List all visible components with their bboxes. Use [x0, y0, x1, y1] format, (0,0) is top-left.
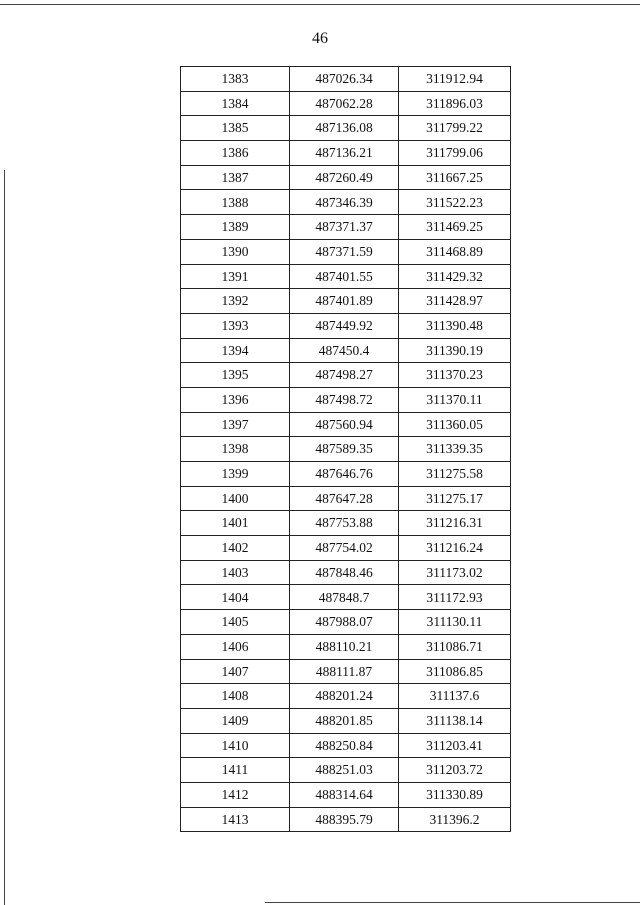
table-row [181, 387, 511, 412]
table-row [181, 215, 511, 240]
point-number-cell: 1411 [181, 758, 290, 783]
y-coordinate-cell: 311172.93 [399, 585, 511, 610]
table-row [181, 165, 511, 190]
x-coordinate-cell: 487401.55 [290, 264, 399, 289]
x-coordinate-cell: 488201.24 [290, 684, 399, 709]
table-row [181, 91, 511, 116]
x-coordinate-cell: 487136.08 [290, 116, 399, 141]
table-row [181, 437, 511, 462]
y-coordinate-cell: 311429.32 [399, 264, 511, 289]
point-number-cell: 1412 [181, 782, 290, 807]
x-coordinate-cell: 487026.34 [290, 67, 399, 92]
x-coordinate-cell: 487848.46 [290, 560, 399, 585]
point-number-cell: 1404 [181, 585, 290, 610]
x-coordinate-cell: 487346.39 [290, 190, 399, 215]
y-coordinate-cell: 311137.6 [399, 684, 511, 709]
table-row [181, 462, 511, 487]
y-coordinate-cell: 311086.71 [399, 634, 511, 659]
point-number-cell: 1396 [181, 387, 290, 412]
table-row [181, 634, 511, 659]
y-coordinate-cell: 311396.2 [399, 807, 511, 832]
x-coordinate-cell: 487589.35 [290, 437, 399, 462]
table-row [181, 585, 511, 610]
x-coordinate-cell: 488111.87 [290, 659, 399, 684]
x-coordinate-cell: 487754.02 [290, 536, 399, 561]
point-number-cell: 1386 [181, 141, 290, 166]
coordinates-table-body [181, 67, 511, 832]
table-row [181, 190, 511, 215]
y-coordinate-cell: 311275.58 [399, 462, 511, 487]
table-row [181, 782, 511, 807]
point-number-cell: 1385 [181, 116, 290, 141]
table-row [181, 264, 511, 289]
point-number-cell: 1394 [181, 338, 290, 363]
x-coordinate-cell: 488250.84 [290, 733, 399, 758]
x-coordinate-cell: 488110.21 [290, 634, 399, 659]
x-coordinate-cell: 487988.07 [290, 610, 399, 635]
point-number-cell: 1391 [181, 264, 290, 289]
scan-bottom-edge-line [265, 902, 640, 903]
y-coordinate-cell: 311339.35 [399, 437, 511, 462]
x-coordinate-cell: 487753.88 [290, 511, 399, 536]
y-coordinate-cell: 311275.17 [399, 486, 511, 511]
y-coordinate-cell: 311138.14 [399, 708, 511, 733]
table-row [181, 116, 511, 141]
table-row [181, 363, 511, 388]
point-number-cell: 1388 [181, 190, 290, 215]
x-coordinate-cell: 488251.03 [290, 758, 399, 783]
y-coordinate-cell: 311469.25 [399, 215, 511, 240]
x-coordinate-cell: 487136.21 [290, 141, 399, 166]
table-row [181, 758, 511, 783]
table-row [181, 536, 511, 561]
point-number-cell: 1389 [181, 215, 290, 240]
point-number-cell: 1392 [181, 289, 290, 314]
table-row [181, 659, 511, 684]
y-coordinate-cell: 311173.02 [399, 560, 511, 585]
point-number-cell: 1406 [181, 634, 290, 659]
x-coordinate-cell: 488314.64 [290, 782, 399, 807]
x-coordinate-cell: 487371.59 [290, 239, 399, 264]
x-coordinate-cell: 487646.76 [290, 462, 399, 487]
y-coordinate-cell: 311370.11 [399, 387, 511, 412]
point-number-cell: 1403 [181, 560, 290, 585]
table-row [181, 338, 511, 363]
table-row [181, 141, 511, 166]
table-row [181, 708, 511, 733]
x-coordinate-cell: 488201.85 [290, 708, 399, 733]
y-coordinate-cell: 311086.85 [399, 659, 511, 684]
scan-left-edge-line [4, 170, 5, 905]
x-coordinate-cell: 488395.79 [290, 807, 399, 832]
coordinates-table [180, 66, 511, 832]
table-row [181, 733, 511, 758]
table-row [181, 67, 511, 92]
point-number-cell: 1398 [181, 437, 290, 462]
point-number-cell: 1387 [181, 165, 290, 190]
y-coordinate-cell: 311370.23 [399, 363, 511, 388]
point-number-cell: 1401 [181, 511, 290, 536]
table-row [181, 610, 511, 635]
x-coordinate-cell: 487062.28 [290, 91, 399, 116]
x-coordinate-cell: 487449.92 [290, 313, 399, 338]
point-number-cell: 1408 [181, 684, 290, 709]
y-coordinate-cell: 311330.89 [399, 782, 511, 807]
x-coordinate-cell: 487498.72 [290, 387, 399, 412]
y-coordinate-cell: 311667.25 [399, 165, 511, 190]
x-coordinate-cell: 487450.4 [290, 338, 399, 363]
point-number-cell: 1409 [181, 708, 290, 733]
point-number-cell: 1413 [181, 807, 290, 832]
y-coordinate-cell: 311896.03 [399, 91, 511, 116]
table-row [181, 239, 511, 264]
table-row [181, 560, 511, 585]
page-number: 46 [312, 30, 328, 47]
x-coordinate-cell: 487647.28 [290, 486, 399, 511]
x-coordinate-cell: 487560.94 [290, 412, 399, 437]
point-number-cell: 1405 [181, 610, 290, 635]
point-number-cell: 1383 [181, 67, 290, 92]
point-number-cell: 1384 [181, 91, 290, 116]
y-coordinate-cell: 311390.48 [399, 313, 511, 338]
x-coordinate-cell: 487260.49 [290, 165, 399, 190]
y-coordinate-cell: 311360.05 [399, 412, 511, 437]
y-coordinate-cell: 311468.89 [399, 239, 511, 264]
y-coordinate-cell: 311203.41 [399, 733, 511, 758]
y-coordinate-cell: 311130.11 [399, 610, 511, 635]
x-coordinate-cell: 487401.89 [290, 289, 399, 314]
point-number-cell: 1410 [181, 733, 290, 758]
table-row [181, 412, 511, 437]
table-row [181, 684, 511, 709]
x-coordinate-cell: 487498.27 [290, 363, 399, 388]
y-coordinate-cell: 311799.06 [399, 141, 511, 166]
point-number-cell: 1395 [181, 363, 290, 388]
point-number-cell: 1390 [181, 239, 290, 264]
y-coordinate-cell: 311428.97 [399, 289, 511, 314]
x-coordinate-cell: 487848.7 [290, 585, 399, 610]
scan-top-edge-line [0, 4, 640, 5]
table-row [181, 289, 511, 314]
y-coordinate-cell: 311912.94 [399, 67, 511, 92]
point-number-cell: 1399 [181, 462, 290, 487]
table-row [181, 511, 511, 536]
table-row [181, 486, 511, 511]
y-coordinate-cell: 311390.19 [399, 338, 511, 363]
point-number-cell: 1393 [181, 313, 290, 338]
point-number-cell: 1397 [181, 412, 290, 437]
point-number-cell: 1400 [181, 486, 290, 511]
table-row [181, 313, 511, 338]
x-coordinate-cell: 487371.37 [290, 215, 399, 240]
y-coordinate-cell: 311203.72 [399, 758, 511, 783]
table-row [181, 807, 511, 832]
y-coordinate-cell: 311216.31 [399, 511, 511, 536]
point-number-cell: 1407 [181, 659, 290, 684]
y-coordinate-cell: 311216.24 [399, 536, 511, 561]
y-coordinate-cell: 311522.23 [399, 190, 511, 215]
point-number-cell: 1402 [181, 536, 290, 561]
y-coordinate-cell: 311799.22 [399, 116, 511, 141]
